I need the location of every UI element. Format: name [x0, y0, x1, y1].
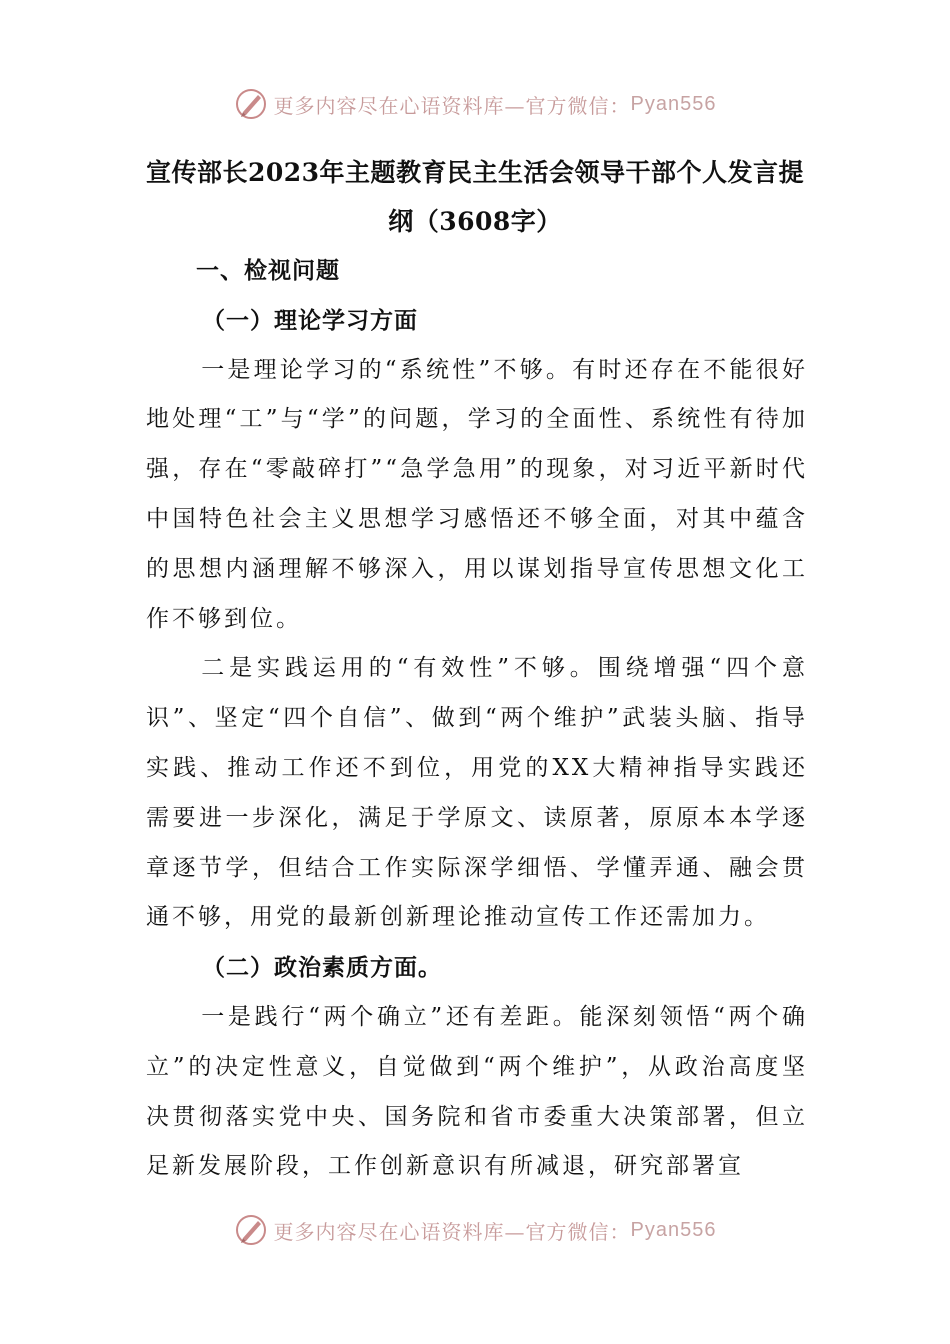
- paragraph: 一是理论学习的“系统性”不够。有时还存在不能很好地处理“工”与“学”的问题，学习的全面性、系统性有待加强，存在“零敲碎打”“急学急用”的现象，对习近平新时代中国特色社会主义思想学习感悟还不够全面，对其中蕴含的思想内涵理解不够深入，用以谋划指导宣传思想文化工作不够到位。: [146, 356, 808, 632]
- watermark-id: Pyan556: [630, 92, 717, 115]
- pen-logo-icon: [234, 87, 268, 121]
- document-title: 宣传部长2023年主题教育民主生活会领导干部个人发言提纲（3608字）: [145, 158, 805, 236]
- watermark-text: 更多内容尽在心语资料库—官方微信：: [273, 1219, 631, 1244]
- watermark-footer: [0, 1210, 950, 1250]
- section-heading: 一、检视问题: [196, 257, 340, 284]
- watermark-id: Pyan556: [630, 1218, 717, 1241]
- subsection-heading: （二）政治素质方面。: [202, 954, 442, 982]
- watermark-text: 更多内容尽在心语资料库—官方微信：: [273, 93, 631, 118]
- paragraph: 一是践行“两个确立”还有差距。能深刻领悟“两个确立”的决定性意义，自觉做到“两个维护”，从政治高度坚决贯彻落实党中央、国务院和省市委重大决策部署，但立足新发展阶段，工作创新意识有所减退，研究部署宣: [146, 1003, 808, 1180]
- pen-logo-icon: [234, 1213, 268, 1247]
- paragraph: 二是实践运用的“有效性”不够。围绕增强“四个意识”、坚定“四个自信”、做到“两个维护”武装头脑、指导实践、推动工作还不到位，用党的XX大精神指导实践还需要进一步深化，满足于学原文、读原著，原原本本学逐章逐节学，但结合工作实际深学细悟、学懂弄通、融会贯通不够，用党的最新创新理论推动宣传工作还需加力。: [146, 655, 808, 931]
- document-body: [146, 246, 808, 1192]
- subsection-heading: （一）理论学习方面: [202, 306, 418, 334]
- watermark-header: [0, 84, 950, 124]
